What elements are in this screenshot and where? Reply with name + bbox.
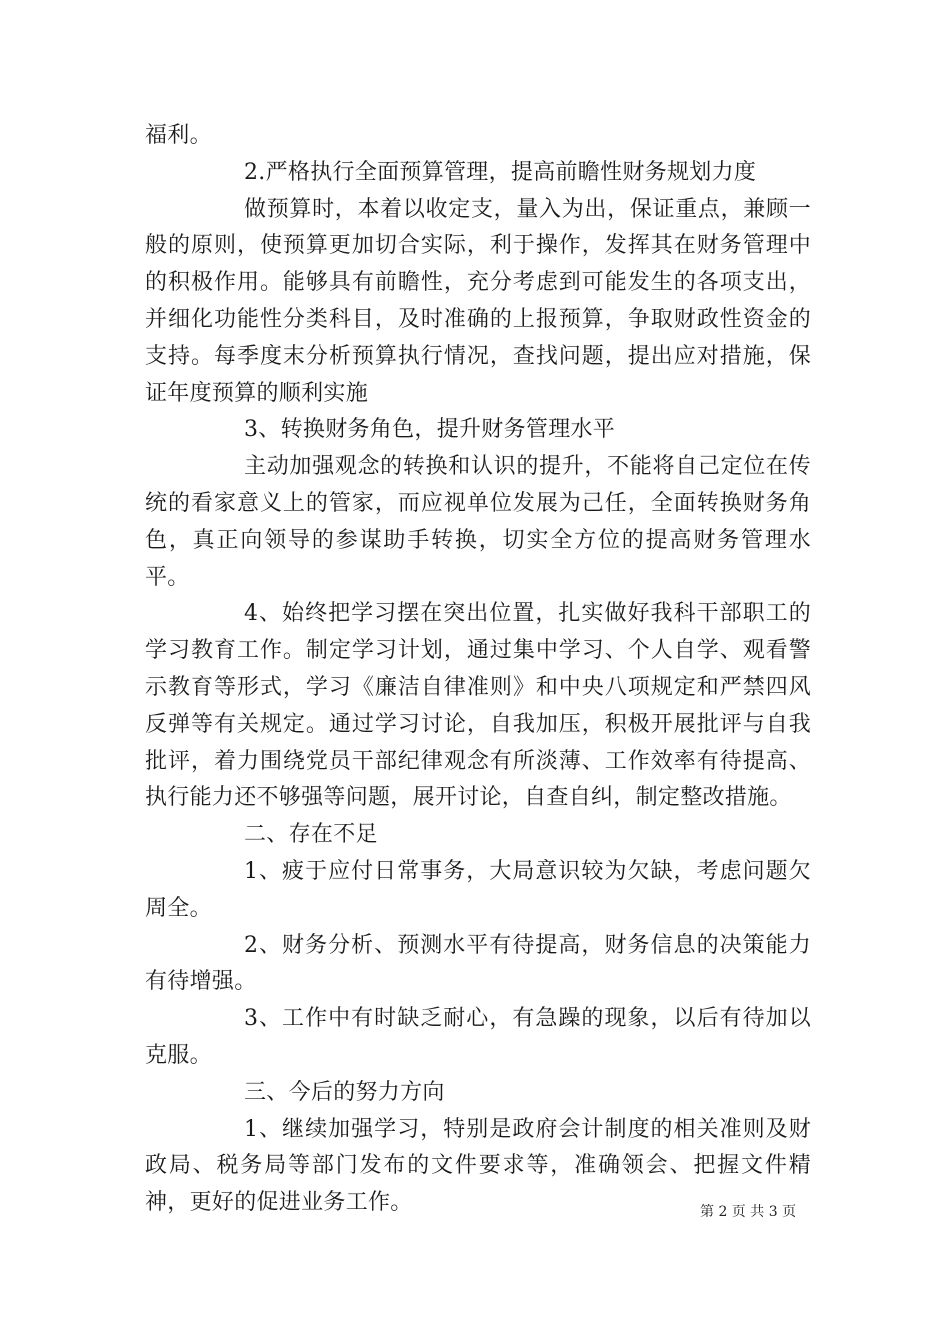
page-number-footer: 第 2 页 共 3 页: [700, 1204, 797, 1220]
paragraph: 主动加强观念的转换和认识的提升，不能将自己定位在传统的看家意义上的管家，而应视单位发展为己任，全面转换财务角色，真正向领导的参谋助手转换，切实全方位的提高财务管理水平。: [145, 454, 811, 590]
section-heading: 3、转换财务角色，提升财务管理水平: [244, 417, 616, 443]
paragraph: 1、继续加强学习，特别是政府会计制度的相关准则及财政局、税务局等部门发布的文件要求等，准确领会、把握文件精神，更好的促进业务工作。: [145, 1116, 811, 1216]
paragraph: 4、始终把学习摆在突出位置，扎实做好我科干部职工的学习教育工作。制定学习计划，通过集中学习、个人自学、观看警示教育等形式，学习《廉洁自律准则》和中央八项规定和严禁四风反弹等有关规定。通过学习讨论，自我加压，积极开展批评与自我批评，着力围绕党员干部纪律观念有所淡薄、工作效率有待提高、执行能力还不够强等问题，展开讨论，自查自纠，制定整改措施。: [145, 601, 811, 811]
section-heading: 2.严格执行全面预算管理，提高前瞻性财务规划力度: [244, 159, 757, 185]
paragraph: 做预算时，本着以收定支，量入为出，保证重点，兼顾一般的原则，使预算更加切合实际，利于操作，发挥其在财务管理中的积极作用。能够具有前瞻性，充分考虑到可能发生的各项支出，并细化功能性分类科目，及时准确的上报预算，争取财政性资金的支持。每季度末分析预算执行情况，查找问题，提出应对措施，保证年度预算的顺利实施: [145, 196, 811, 406]
section-heading: 二、存在不足: [244, 822, 378, 848]
section-heading: 三、今后的努力方向: [244, 1079, 445, 1105]
paragraph: 1、疲于应付日常事务，大局意识较为欠缺，考虑问题欠周全。: [145, 858, 811, 921]
document-body: [145, 118, 811, 1222]
paragraph: 2、财务分析、预测水平有待提高，财务信息的决策能力有待增强。: [145, 932, 811, 995]
paragraph: 3、工作中有时缺乏耐心，有急躁的现象，以后有待加以克服。: [145, 1006, 811, 1068]
paragraph: 福利。: [145, 123, 212, 148]
